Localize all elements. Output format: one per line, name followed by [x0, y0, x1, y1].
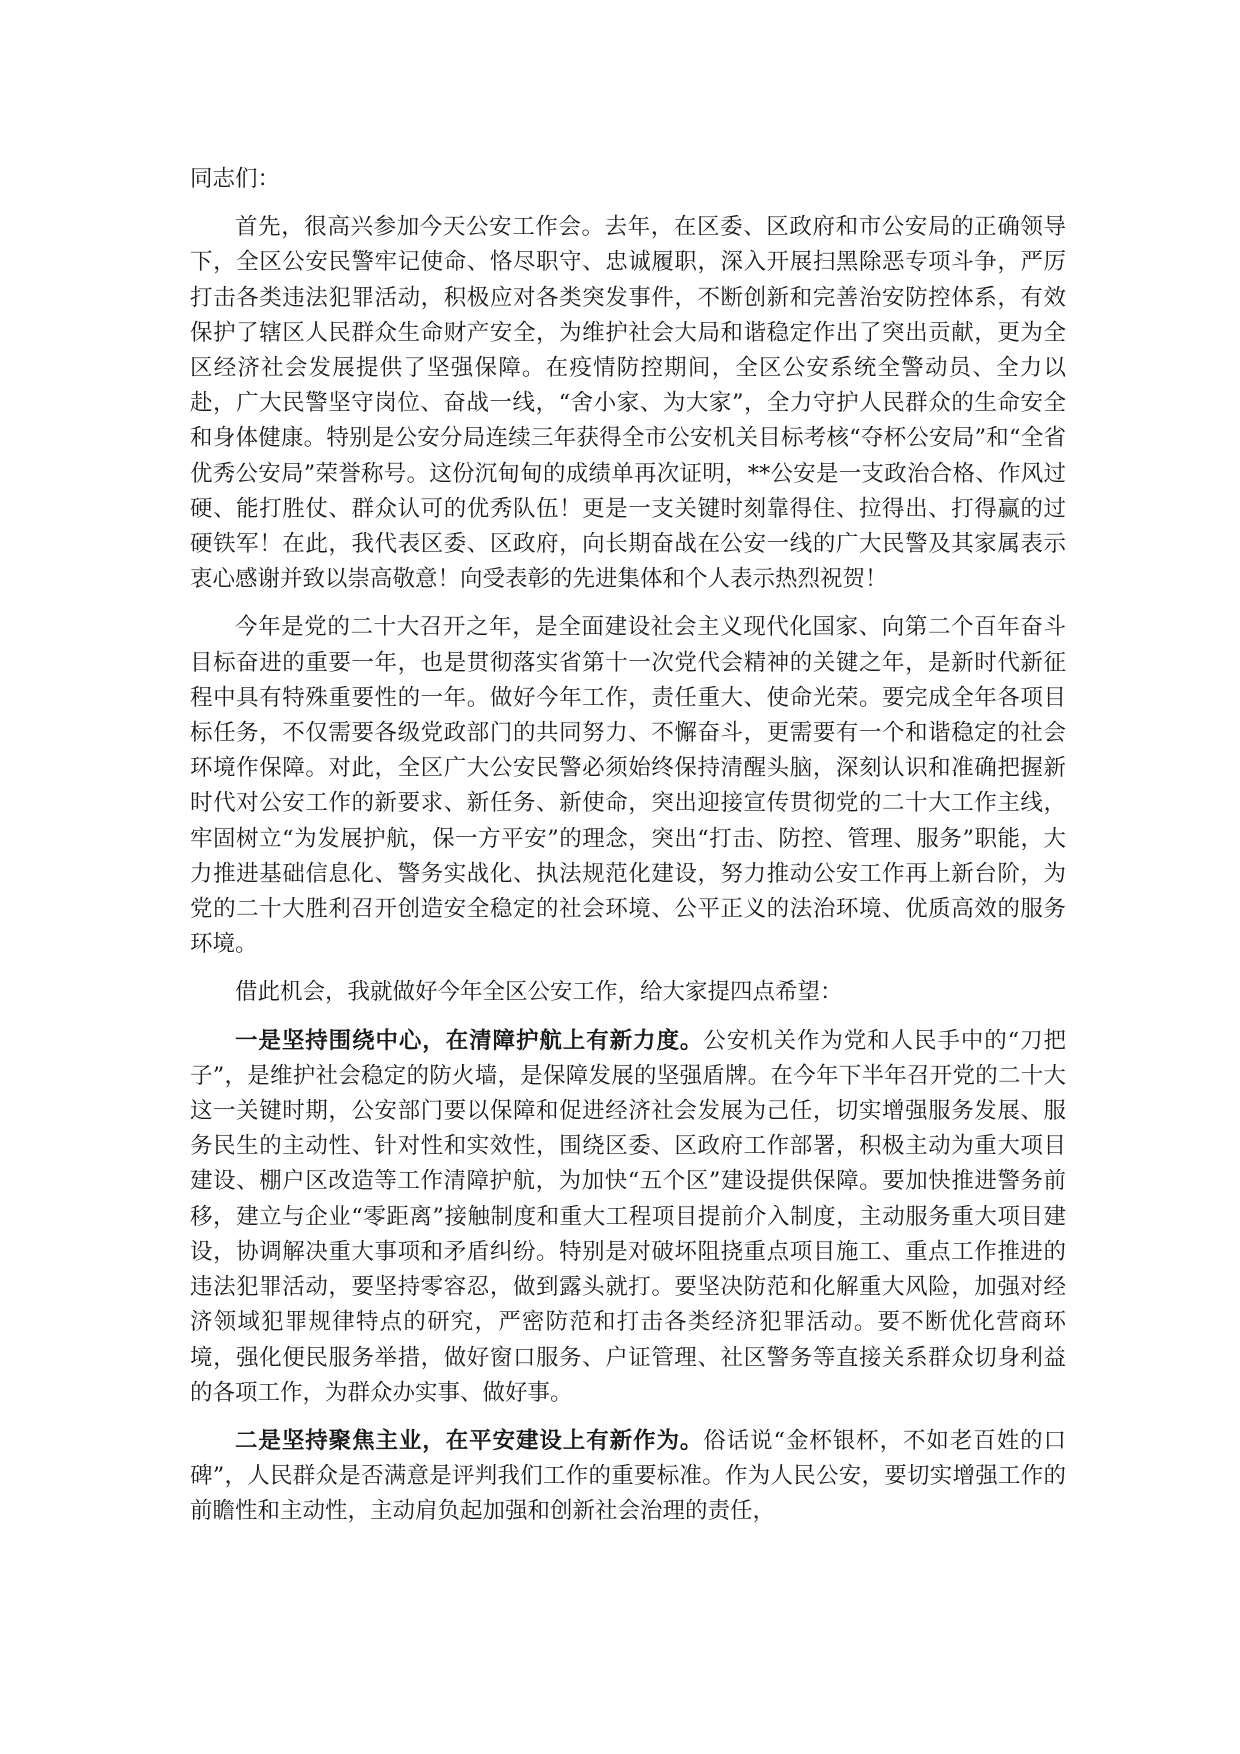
document-page	[190, 162, 1066, 1543]
paragraph-text: 俗话说“金杯银杯，不如老百姓的口碑”，人民群众是否满意是评判我们工作的重要标准。作为人民公安，要切实增强工作的前瞻性和主动性，主动肩负起加强和创新社会治理的责任，	[190, 1427, 1066, 1525]
paragraph-lead: 一是坚持围绕中心，在清障护航上有新力度。	[235, 1027, 704, 1054]
paragraph-point-two	[190, 1424, 1066, 1530]
paragraph-point-one	[190, 1024, 1066, 1411]
paragraph-transition	[190, 975, 1066, 1010]
paragraph-text: 公安机关作为党和人民手中的“刀把子”，是维护社会稳定的防火墙，是保障发展的坚强盾牌。在今年下半年召开党的二十大这一关键时期，公安部门要以保障和促进经济社会发展为己任，切实增强服务发展、服务民生的主动性、针对性和实效性，围绕区委、区政府工作部署，积极主动为重大项目建设、棚户区改造等工作清障护航，为加快“五个区”建设提供保障。要加快推进警务前移，建立与企业“零距离”接触制度和重大工程项目提前介入制度，主动服务重大项目建设，协调解决重大事项和矛盾纠纷。特别是对破坏阻挠重点项目施工、重点工作推进的违法犯罪活动，要坚持零容忍，做到露头就打。要坚决防范和化解重大风险，加强对经济领域犯罪规律特点的研究，严密防范和打击各类经济犯罪活动。要不断优化营商环境，强化便民服务举措，做好窗口服务、户证管理、社区警务等直接关系群众切身利益的各项工作，为群众办实事、做好事。	[190, 1027, 1066, 1406]
paragraph-text: 今年是党的二十大召开之年，是全面建设社会主义现代化国家、向第二个百年奋斗目标奋进的重要一年，也是贯彻落实省第十一次党代会精神的关键之年，是新时代新征程中具有特殊重要性的一年。做好今年工作，责任重大、使命光荣。要完成全年各项目标任务，不仅需要各级党政部门的共同努力、不懈奋斗，更需要有一个和谐稳定的社会环境作保障。对此，全区广大公安民警必须始终保持清醒头脑，深刻认识和准确把握新时代对公安工作的新要求、新任务、新使命，突出迎接宣传贯彻党的二十大工作主线，牢固树立“为发展护航，保一方平安”的理念，突出“打击、防控、管理、服务”职能，大力推进基础信息化、警务实战化、执法规范化建设，努力推动公安工作再上新台阶，为党的二十大胜利召开创造安全稳定的社会环境、公平正义的法治环境、优质高效的服务环境。	[190, 614, 1066, 958]
paragraph-text: 借此机会，我就做好今年全区公安工作，给大家提四点希望：	[235, 979, 843, 1006]
paragraph-opening	[190, 210, 1066, 597]
paragraph-context	[190, 610, 1066, 962]
paragraph-text: 首先，很高兴参加今天公安工作会。去年，在区委、区政府和市公安局的正确领导下，全区公安民警牢记使命、恪尽职守、忠诚履职，深入开展扫黑除恶专项斗争，严厉打击各类违法犯罪活动，积极应对各类突发事件，不断创新和完善治安防控体系，有效保护了辖区人民群众生命财产安全，为维护社会大局和谐稳定作出了突出贡献，更为全区经济社会发展提供了坚强保障。在疫情防控期间，全区公安系统全警动员、全力以赴，广大民警坚守岗位、奋战一线，“舍小家、为大家”，全力守护人民群众的生命安全和身体健康。特别是公安分局连续三年获得全市公安机关目标考核“夺杯公安局”和“全省优秀公安局”荣誉称号。这份沉甸甸的成绩单再次证明，**公安是一支政治合格、作风过硬、能打胜仗、群众认可的优秀队伍！更是一支关键时刻靠得住、拉得出、打得赢的过硬铁军！在此，我代表区委、区政府，向长期奋战在公安一线的广大民警及其家属表示衷心感谢并致以崇高敬意！向受表彰的先进集体和个人表示热烈祝贺！	[190, 214, 1066, 593]
greeting: 同志们：	[190, 166, 281, 192]
paragraph-lead: 二是坚持聚焦主业，在平安建设上有新作为。	[235, 1427, 704, 1454]
